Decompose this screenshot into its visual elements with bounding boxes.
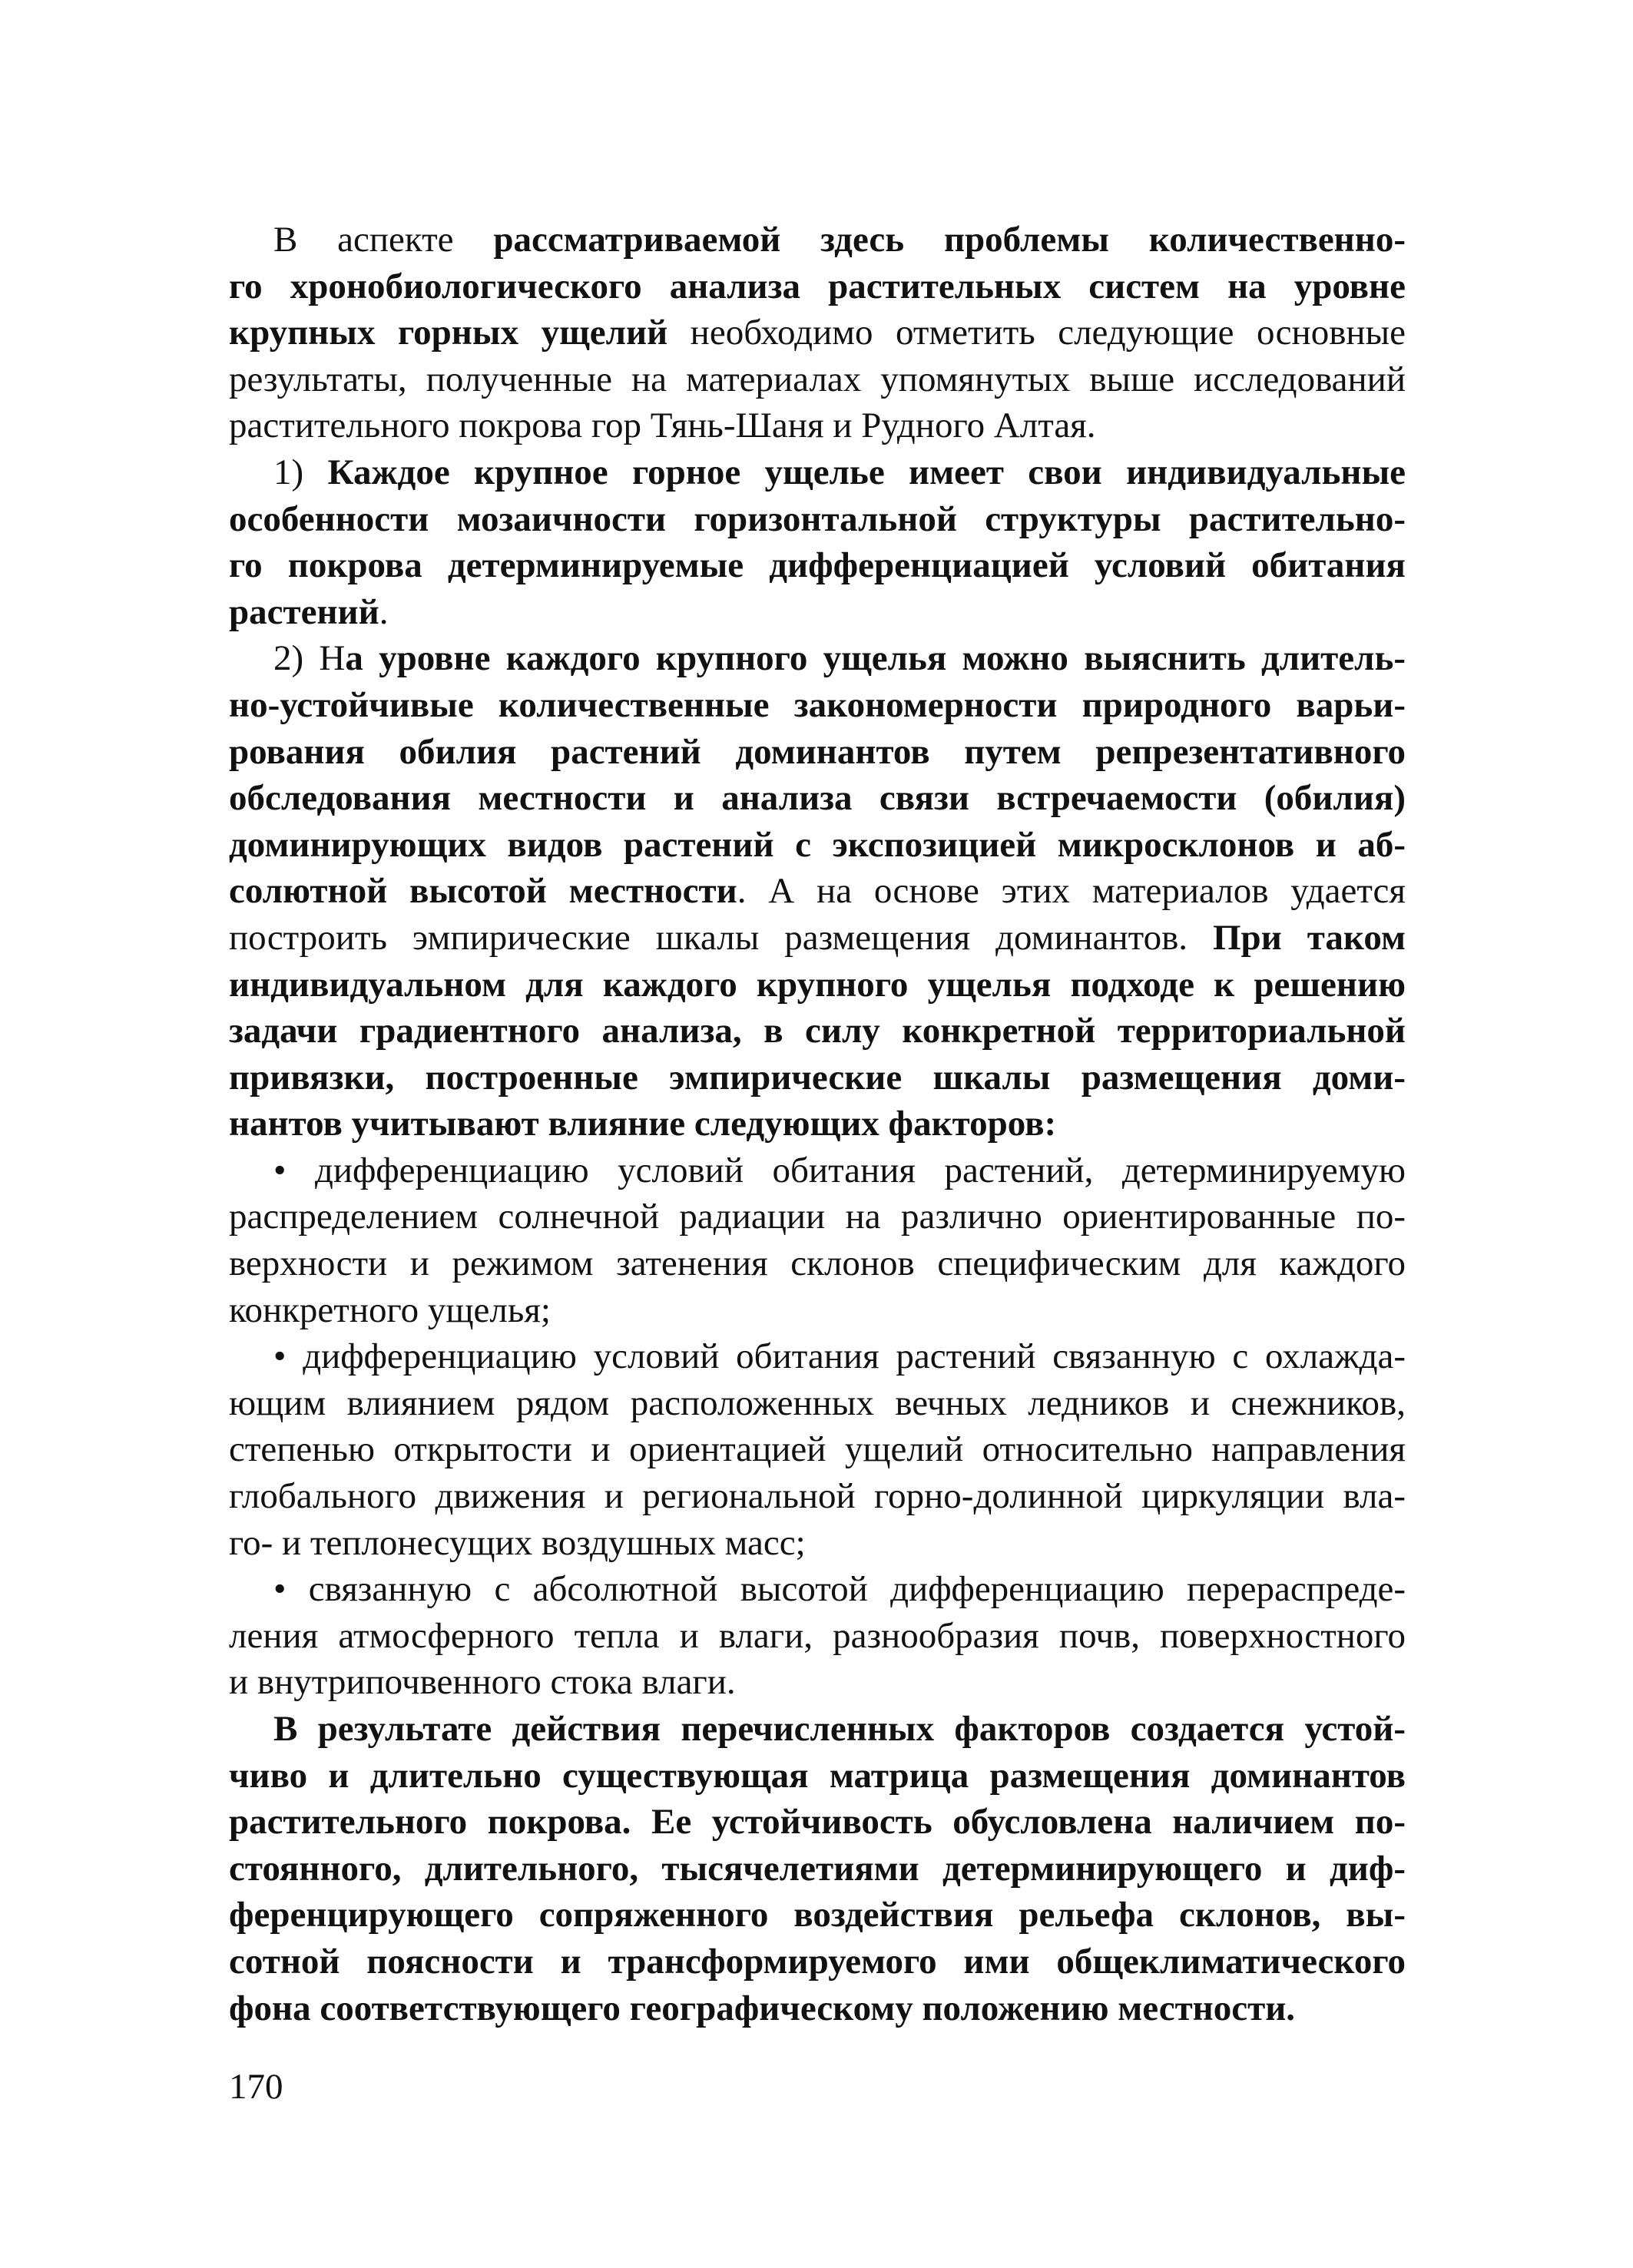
text-line <box>229 1799 1406 1846</box>
paragraph-point-2 <box>229 635 1406 1147</box>
text-run: верхности и режимом затенения склонов специфическим для каждого <box>229 1243 1406 1284</box>
text-run: • связанную с абсолютной высотой дифференциацию перераспреде- <box>273 1569 1406 1610</box>
text-line <box>229 962 1406 1008</box>
text-line <box>229 1753 1406 1800</box>
text-line <box>229 496 1406 543</box>
bold-text-run: Каждое крупное горное ущелье имеет свои индивидуальные <box>327 452 1406 492</box>
text-line <box>229 356 1406 403</box>
text-line <box>229 1333 1406 1380</box>
bold-text-run: рования обилия растений доминантов путем репрезентативного <box>229 731 1406 772</box>
text-line <box>229 915 1406 962</box>
text-line <box>229 217 1406 263</box>
text-line <box>229 1985 1406 2032</box>
paragraph-conclusion <box>229 1706 1406 2031</box>
text-run: глобального движения и региональной горно-долинной циркуляции вла- <box>229 1476 1406 1517</box>
text-run: • дифференциацию условий обитания растений, детерминируемую <box>273 1150 1406 1190</box>
bold-text-run: фона соответствующего географическому положению местности. <box>229 1988 1296 2028</box>
paragraph-intro <box>229 217 1406 449</box>
text-line <box>229 1473 1406 1520</box>
text-line <box>229 1659 1406 1706</box>
text-run: . А на основе этих материалов удается <box>737 871 1406 912</box>
bold-text-run: солютной высотой местности <box>229 871 737 912</box>
paragraph-bullet-1 <box>229 1147 1406 1333</box>
text-line <box>229 1147 1406 1194</box>
bold-text-run: особенности мозаичности горизонтальной структуры растительно- <box>229 498 1406 539</box>
text-run: построить эмпирические шкалы размещения доминантов. <box>229 917 1213 958</box>
text-run: го- и теплонесущих воздушных масс; <box>229 1522 806 1563</box>
text-line <box>229 1566 1406 1613</box>
text-line <box>229 1426 1406 1473</box>
text-line <box>229 682 1406 729</box>
text-line <box>229 542 1406 589</box>
bold-text-run: чиво и длительно существующая матрица размещения доминантов <box>229 1755 1406 1796</box>
text-run: растительного покрова гор Тянь-Шаня и Рудного Алтая. <box>229 406 1096 446</box>
text-run: степенью открытости и ориентацией ущелий относительно направления <box>229 1429 1406 1470</box>
text-run: конкретного ущелья; <box>229 1290 551 1330</box>
bold-text-run: го хронобиологического анализа растительных систем на уровне <box>229 266 1406 306</box>
bold-text-run: привязки, построенные эмпирические шкалы размещения доми- <box>229 1057 1406 1098</box>
bold-text-run: нантов учитывают влияние следующих факторов: <box>229 1104 1057 1144</box>
text-line <box>229 1194 1406 1240</box>
text-run: ления атмосферного тепла и влаги, разнообразия почв, поверхностного <box>229 1615 1406 1656</box>
text-line <box>229 729 1406 776</box>
text-line <box>229 402 1406 449</box>
text-line <box>229 1287 1406 1334</box>
bold-text-run: го покрова детерминируемые дифференциацией условий обитания <box>229 545 1406 586</box>
text-line <box>229 449 1406 496</box>
text-line <box>229 1706 1406 1753</box>
text-line <box>229 1008 1406 1055</box>
text-run: . <box>379 591 389 632</box>
text-line <box>229 1240 1406 1287</box>
page-number: 170 <box>229 2067 283 2107</box>
text-line <box>229 1939 1406 1985</box>
bold-text-run: но-устойчивые количественные закономерности природного варьи- <box>229 684 1406 725</box>
text-run: распределением солнечной радиации на различно ориентированные по- <box>229 1197 1406 1237</box>
bold-text-run: сотной поясности и трансформируемого ими общеклиматического <box>229 1941 1406 1982</box>
bold-text-run: рассматриваемой здесь проблемы количественно- <box>493 220 1406 260</box>
bold-text-run: доминирующих видов растений с экспозицией микросклонов и аб- <box>229 824 1406 865</box>
text-run: результаты, полученные на материалах упомянутых выше исследований <box>229 359 1406 399</box>
bold-text-run: задачи градиентного анализа, в силу конкретной территориальной <box>229 1011 1406 1051</box>
text-line <box>229 1846 1406 1892</box>
text-run: 2) Н <box>273 638 346 679</box>
text-run: 1) <box>273 452 328 492</box>
bold-text-run: растений <box>229 591 379 632</box>
bold-text-run: ференцирующего сопряженного воздействия рельефа склонов, вы- <box>229 1895 1406 1935</box>
paragraph-bullet-2 <box>229 1333 1406 1566</box>
text-run: ющим влиянием рядом расположенных вечных ледников и снежников, <box>229 1382 1406 1423</box>
bold-text-run: В результате действия перечисленных факторов создается устой- <box>273 1709 1406 1749</box>
text-line <box>229 263 1406 310</box>
bold-text-run: При таком <box>1213 917 1406 958</box>
bold-text-run: стоянного, длительного, тысячелетиями детерминирующего и диф- <box>229 1848 1406 1889</box>
text-line <box>229 310 1406 356</box>
text-line <box>229 1613 1406 1660</box>
text-line <box>229 1520 1406 1567</box>
bold-text-run: крупных горных ущелий <box>229 313 668 353</box>
text-run: В аспекте <box>273 220 494 260</box>
text-run: • дифференциацию условий обитания растений связанную с охлажда- <box>273 1336 1406 1377</box>
bold-text-run: а уровне каждого крупного ущелья можно выяснить длитель- <box>345 638 1406 679</box>
paragraph-point-1 <box>229 449 1406 635</box>
bold-text-run: обследования местности и анализа связи встречаемости (обилия) <box>229 778 1406 819</box>
text-line <box>229 1055 1406 1101</box>
page-body <box>229 217 1406 2031</box>
text-line <box>229 1380 1406 1427</box>
text-line <box>229 822 1406 869</box>
text-line <box>229 589 1406 636</box>
text-line <box>229 868 1406 915</box>
paragraph-bullet-3 <box>229 1566 1406 1706</box>
bold-text-run: индивидуальном для каждого крупного ущелья подходе к решению <box>229 964 1406 1005</box>
text-line <box>229 1892 1406 1939</box>
text-line <box>229 1101 1406 1147</box>
bold-text-run: растительного покрова. Ее устойчивость обусловлена наличием по- <box>229 1802 1406 1843</box>
text-line <box>229 635 1406 682</box>
text-run: и внутрипочвенного стока влаги. <box>229 1662 736 1703</box>
text-run: необходимо отметить следующие основные <box>667 313 1406 353</box>
text-line <box>229 775 1406 822</box>
